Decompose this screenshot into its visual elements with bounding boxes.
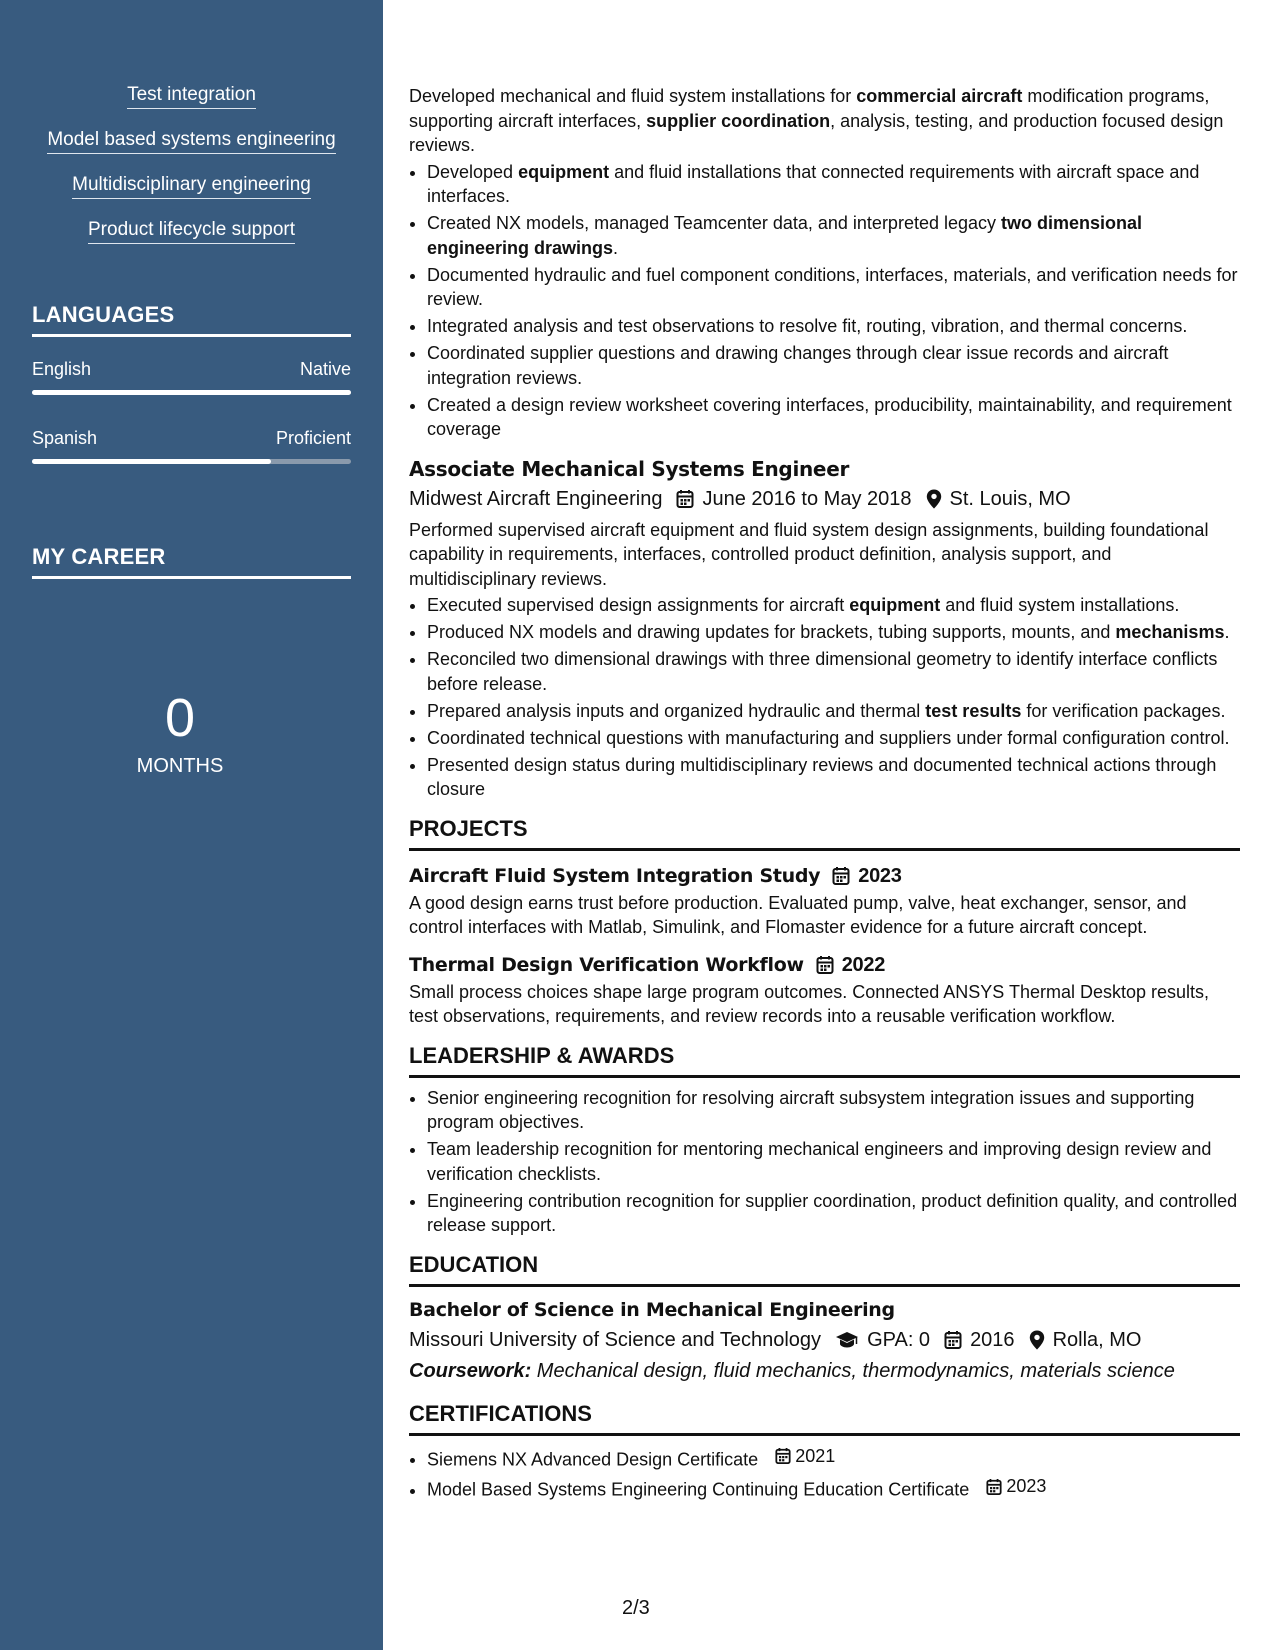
projects-heading: PROJECTS (409, 816, 1240, 851)
location-pin-icon (926, 489, 942, 509)
skill-item: Multidisciplinary engineering (72, 174, 311, 199)
coursework (409, 1359, 1240, 1384)
company-name: Midwest Aircraft Engineering (409, 487, 663, 510)
certification-name: Model Based Systems Engineering Continuing Education Certificate (427, 1479, 970, 1500)
list-item: • Engineering contribution recognition for supplier coordination, product definition quality, and controlled release support. (427, 1189, 1240, 1238)
project-year: 2022 (841, 953, 886, 976)
list-item (427, 1444, 1240, 1472)
education-heading: EDUCATION (409, 1252, 1240, 1287)
list-item: • Produced NX models and drawing updates for brackets, tubing supports, mounts, and mechanisms. (427, 620, 1240, 645)
language-level: Proficient (275, 428, 351, 448)
calendar-icon (816, 955, 834, 975)
career-unit: MONTHS (136, 755, 224, 777)
certifications-heading: CERTIFICATIONS (409, 1401, 1240, 1436)
certifications-list (409, 1444, 1240, 1502)
career-value: 0 (164, 688, 196, 748)
list-item: • Integrated analysis and test observations to resolve fit, routing, vibration, and thermal concerns. (427, 314, 1240, 339)
school-location: Rolla, MO (1052, 1328, 1142, 1351)
leadership-list (409, 1086, 1240, 1238)
experience-intro (409, 84, 1240, 158)
certification-name: Siemens NX Advanced Design Certificate (427, 1449, 759, 1470)
coursework-label: Coursework: (409, 1359, 532, 1382)
job-title: Associate Mechanical Systems Engineer (409, 456, 850, 481)
list-item: • Senior engineering recognition for resolving aircraft subsystem integration issues and supporting program objectives. (427, 1086, 1240, 1135)
emphasis: commercial aircraft (856, 86, 1023, 106)
project-description: A good design earns trust before production. Evaluated pump, valve, heat exchanger, sensor, and control interfaces with Matlab, Simulink, and Flomaster evidence for a future aircraft concept. (409, 892, 1187, 937)
list-item: • Reconciled two dimensional drawings with three dimensional geometry to identify interface conflicts before release. (427, 647, 1240, 696)
calendar-icon (775, 1447, 791, 1465)
certification-date (986, 1474, 1046, 1499)
project-year: 2023 (858, 864, 902, 887)
list-item: • Created NX models, managed Teamcenter data, and interpreted legacy two dimensional engineering drawings. (427, 211, 1240, 260)
list-item: • Coordinated technical questions with manufacturing and suppliers under formal configuration control. (427, 726, 1240, 751)
project-date (816, 952, 885, 978)
education-meta (409, 1326, 1240, 1354)
language-proficiency-fill (32, 390, 351, 395)
job-meta (409, 485, 1240, 513)
project-title-row (409, 863, 1240, 889)
certification-date (775, 1444, 835, 1469)
school-name: Missouri University of Science and Technology (409, 1328, 822, 1351)
degree-title: Bachelor of Science in Mechanical Engineering (409, 1298, 895, 1321)
gpa: GPA: 0 (867, 1328, 931, 1351)
job-location: St. Louis, MO (949, 487, 1071, 510)
emphasis: supplier coordination (646, 110, 831, 131)
list-item: • Coordinated supplier questions and drawing changes through clear issue records and aircraft integration reviews. (427, 341, 1240, 390)
graduation-cap-icon (835, 1330, 859, 1350)
language-name: Spanish (32, 428, 98, 448)
project-title-row (409, 952, 1240, 978)
text: modification programs, supporting aircraft interfaces, (409, 86, 1210, 131)
text: Developed mechanical and fluid system installations for (409, 86, 857, 106)
list-item: • Documented hydraulic and fuel component conditions, interfaces, materials, and verification needs for review. (427, 263, 1240, 312)
sidebar (0, 0, 383, 1650)
project-date (832, 863, 901, 889)
experience-bullets (409, 160, 1240, 442)
skill-item: Product lifecycle support (88, 219, 295, 244)
certification-year: 2021 (795, 1446, 836, 1466)
project-title: Aircraft Fluid System Integration Study (409, 864, 821, 887)
leadership-heading: LEADERSHIP & AWARDS (409, 1043, 1240, 1078)
language-level: Native (299, 359, 351, 379)
list-item: • Presented design status during multidisciplinary reviews and documented technical actions through closure (427, 753, 1240, 802)
calendar-icon (676, 489, 694, 509)
list-item: • Executed supervised design assignments for aircraft equipment and fluid system installations. (427, 593, 1240, 618)
languages-heading: LANGUAGES (32, 302, 351, 337)
job-dates: June 2016 to May 2018 (702, 487, 912, 510)
skills-list (0, 84, 383, 264)
skill-item: Model based systems engineering (47, 129, 335, 154)
calendar-icon (832, 866, 850, 886)
list-item (427, 1474, 1240, 1502)
calendar-icon (986, 1478, 1002, 1496)
certification-year: 2023 (1006, 1476, 1047, 1497)
project-title: Thermal Design Verification Workflow (409, 953, 804, 976)
coursework-text: Mechanical design, fluid mechanics, thermodynamics, materials science (531, 1359, 1175, 1382)
list-item: • Prepared analysis inputs and organized hydraulic and thermal test results for verification packages. (427, 699, 1240, 724)
project-description: Small process choices shape large program outcomes. Connected ANSYS Thermal Desktop results, test observations, requirements, and review records into a reusable verification workflow. (409, 981, 1210, 1026)
language-proficiency-bar (32, 459, 351, 464)
language-proficiency-bar (32, 390, 351, 395)
page-number: 2/3 (622, 1597, 650, 1619)
calendar-icon (944, 1330, 962, 1350)
text: , analysis, testing, and production focused design reviews. (409, 110, 1224, 155)
list-item: • Team leadership recognition for mentoring mechanical engineers and improving design review and verification checklists. (427, 1137, 1240, 1186)
career-heading: MY CAREER (32, 544, 351, 579)
language-row (32, 428, 351, 449)
language-proficiency-fill (32, 459, 271, 464)
job-summary: Performed supervised aircraft equipment and fluid system design assignments, building foundational capability in requirements, interfaces, controlled product definition, analysis support, and multidisciplinary reviews. (409, 519, 1209, 589)
main-content (409, 84, 1240, 1505)
job-bullets (409, 593, 1240, 802)
list-item: • Developed equipment and fluid installations that connected requirements with aircraft space and interfaces. (427, 160, 1240, 209)
language-name: English (32, 359, 92, 379)
graduation-year: 2016 (970, 1328, 1015, 1351)
language-row (32, 359, 351, 380)
skill-item: Test integration (127, 84, 256, 109)
list-item: • Created a design review worksheet covering interfaces, producibility, maintainability, and requirement coverage (427, 393, 1240, 442)
location-pin-icon (1029, 1330, 1045, 1350)
